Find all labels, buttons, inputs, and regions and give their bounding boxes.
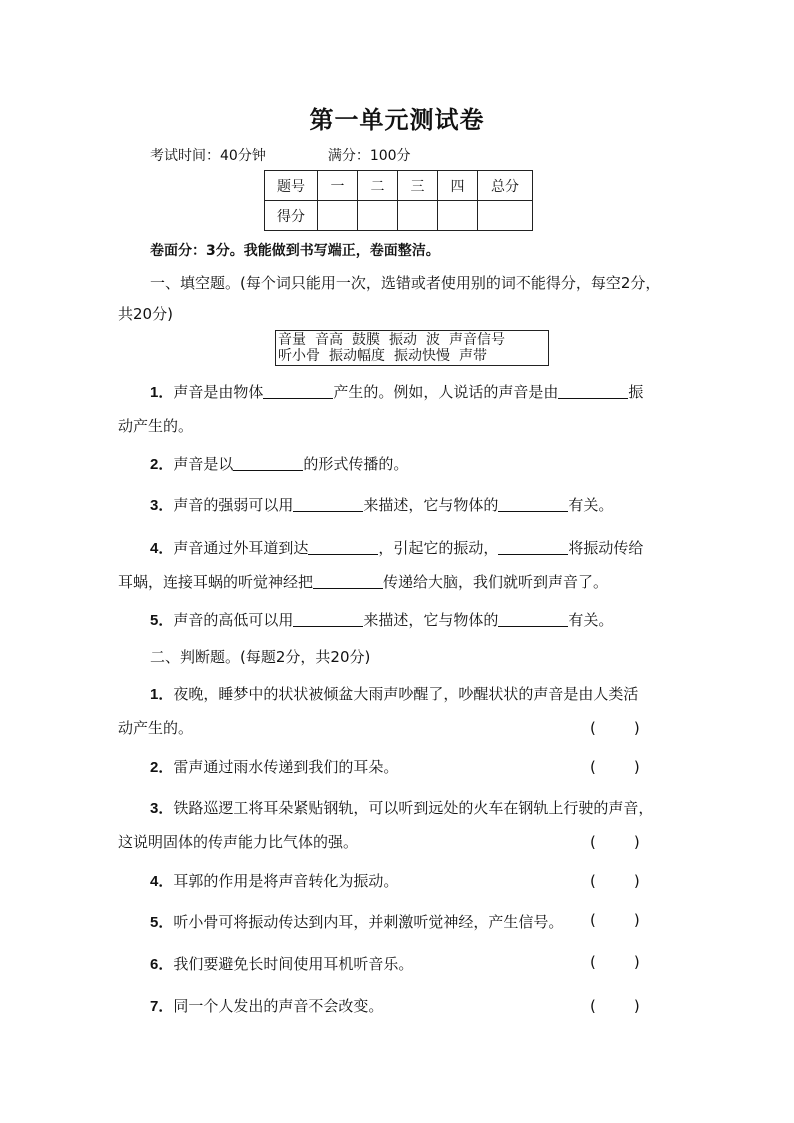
word-bank-item: 鼓膜 <box>352 332 380 348</box>
score-header-cell: 题号 <box>265 171 318 201</box>
section1-heading: 一、填空题。(每个词只能用一次，选错或者使用别的词不能得分，每空2分， <box>150 274 661 292</box>
word-bank-item: 振动快慢 <box>394 348 450 364</box>
judge-question-5: 5．听小骨可将振动传达到内耳，并刺激听觉神经，产生信号。 <box>150 913 564 931</box>
answer-parens[interactable]: ( ) <box>590 872 640 890</box>
section1-heading-cont: 共20分) <box>118 305 173 323</box>
answer-parens[interactable]: ( ) <box>590 833 640 851</box>
answer-parens[interactable]: ( ) <box>590 997 640 1015</box>
score-table <box>264 170 533 231</box>
fill-question-1-cont: 动产生的。 <box>118 417 194 435</box>
word-bank-item: 音高 <box>315 332 343 348</box>
answer-blank[interactable] <box>498 497 568 512</box>
judge-question-6: 6．我们要避免长时间使用耳机听音乐。 <box>150 955 414 973</box>
page-title: 第一单元测试卷 <box>309 105 485 134</box>
answer-blank[interactable] <box>293 612 363 627</box>
judge-question-1: 1．夜晚，睡梦中的状状被倾盆大雨声吵醒了，吵醒状状的声音是由人类活 <box>150 685 639 703</box>
judge-question-3: 3．铁路巡逻工将耳朵紧贴钢轨，可以听到远处的火车在钢轨上行驶的声音， <box>150 799 654 817</box>
judge-question-2: 2．雷声通过雨水传递到我们的耳朵。 <box>150 758 399 776</box>
answer-parens[interactable]: ( ) <box>590 758 640 776</box>
answer-blank[interactable] <box>313 574 383 589</box>
score-header-cell: 一 <box>318 171 358 201</box>
word-bank-row <box>278 348 548 364</box>
answer-blank[interactable] <box>233 456 303 471</box>
answer-blank[interactable] <box>263 384 333 399</box>
fill-question-5: 5．声音的高低可以用 来描述，它与物体的 有关。 <box>150 611 614 629</box>
word-bank-item: 声带 <box>459 348 487 364</box>
fill-question-4: 4．声音通过外耳道到达 ，引起它的振动， 将振动传给 <box>150 539 644 557</box>
score-cell <box>438 201 478 231</box>
exam-meta <box>150 145 411 165</box>
full-score: 满分：100分 <box>327 148 411 164</box>
score-table-header-row <box>265 171 533 201</box>
word-bank-item: 音量 <box>278 332 306 348</box>
judge-question-3-cont: 这说明固体的传声能力比气体的强。 <box>118 833 359 851</box>
judge-question-7: 7．同一个人发出的声音不会改变。 <box>150 997 384 1015</box>
score-header-cell: 三 <box>398 171 438 201</box>
exam-time: 考试时间：40分钟 <box>150 148 266 164</box>
word-bank-item: 波 <box>426 332 440 348</box>
answer-blank[interactable] <box>308 540 378 555</box>
word-bank-item: 振动 <box>389 332 417 348</box>
word-bank-item: 听小骨 <box>278 348 320 364</box>
answer-parens[interactable]: ( ) <box>590 911 640 929</box>
answer-blank[interactable] <box>498 540 568 555</box>
score-header-cell: 四 <box>438 171 478 201</box>
score-header-cell: 二 <box>358 171 398 201</box>
answer-blank[interactable] <box>558 384 628 399</box>
word-bank <box>275 330 549 366</box>
fill-question-4-cont: 耳蜗，连接耳蜗的听觉神经把 传递给大脑，我们就听到声音了。 <box>118 573 609 591</box>
answer-blank[interactable] <box>498 612 568 627</box>
score-cell <box>398 201 438 231</box>
answer-blank[interactable] <box>293 497 363 512</box>
neatness-note: 卷面分：3分。我能做到书写端正，卷面整洁。 <box>150 243 440 259</box>
word-bank-item: 声音信号 <box>449 332 505 348</box>
judge-question-4: 4．耳郭的作用是将声音转化为振动。 <box>150 872 399 890</box>
answer-parens[interactable]: ( ) <box>590 953 640 971</box>
fill-question-3: 3．声音的强弱可以用 来描述，它与物体的 有关。 <box>150 496 614 514</box>
score-row-label: 得分 <box>265 201 318 231</box>
word-bank-item: 振动幅度 <box>329 348 385 364</box>
score-header-cell: 总分 <box>478 171 533 201</box>
fill-question-2: 2．声音是以 的形式传播的。 <box>150 455 409 473</box>
score-cell <box>478 201 533 231</box>
score-table-score-row <box>265 201 533 231</box>
score-cell <box>358 201 398 231</box>
section2-heading: 二、判断题。(每题2分，共20分) <box>150 648 371 666</box>
fill-question-1: 1．声音是由物体 产生的。例如，人说话的声音是由 振 <box>150 383 644 401</box>
score-cell <box>318 201 358 231</box>
judge-question-1-cont: 动产生的。 <box>118 719 194 737</box>
word-bank-row <box>278 332 548 348</box>
answer-parens[interactable]: ( ) <box>590 719 640 737</box>
